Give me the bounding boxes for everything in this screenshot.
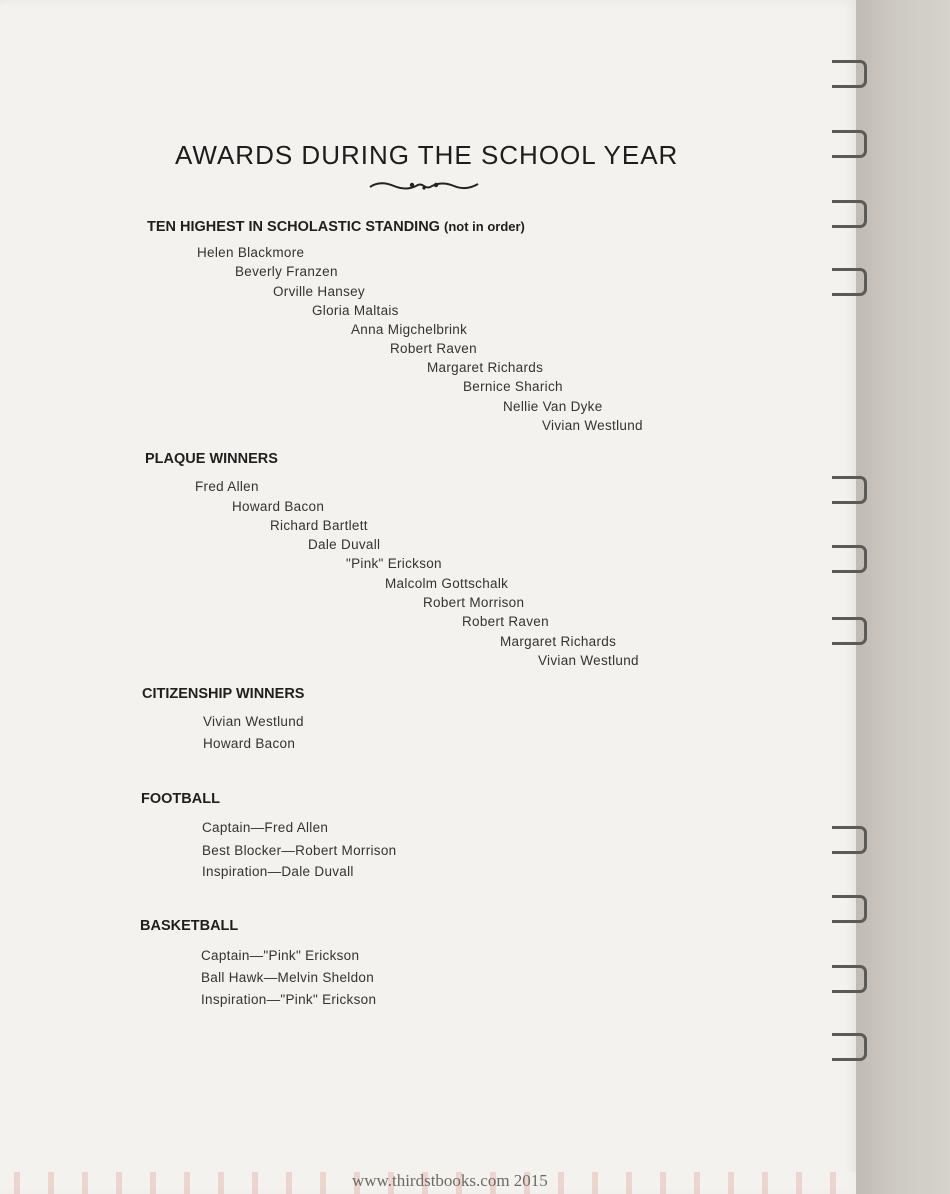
binder-ring-icon — [834, 545, 867, 573]
scholastic-heading — [147, 219, 525, 235]
scholastic-name-4: Gloria Maltais — [312, 303, 399, 318]
citizenship-name-2: Howard Bacon — [203, 736, 296, 751]
scholastic-name-8: Bernice Sharich — [463, 379, 563, 394]
flourish-ornament-icon — [368, 178, 480, 194]
binder-ring-icon — [834, 965, 867, 993]
scholastic-name-9: Nellie Van Dyke — [503, 399, 603, 414]
plaque-name-7: Robert Morrison — [423, 595, 525, 610]
binder-ring-icon — [834, 130, 867, 158]
plaque-name-2: Howard Bacon — [232, 499, 325, 514]
scholastic-note: (not in order) — [444, 219, 525, 234]
plaque-heading: PLAQUE WINNERS — [145, 451, 278, 467]
football-heading: FOOTBALL — [141, 791, 220, 807]
page-title: AWARDS DURING THE SCHOOL YEAR — [175, 140, 679, 170]
scholastic-heading-text: TEN HIGHEST IN SCHOLASTIC STANDING — [147, 219, 440, 235]
scholastic-name-7: Margaret Richards — [427, 360, 544, 375]
plaque-name-3: Richard Bartlett — [270, 518, 368, 533]
citizenship-heading: CITIZENSHIP WINNERS — [142, 686, 305, 702]
binder-ring-icon — [834, 60, 867, 88]
scholastic-name-2: Beverly Franzen — [235, 264, 338, 279]
football-award-3: Inspiration—Dale Duvall — [202, 864, 354, 879]
plaque-name-6: Malcolm Gottschalk — [385, 576, 509, 591]
scholastic-name-6: Robert Raven — [390, 341, 477, 356]
binder-ring-icon — [834, 895, 867, 923]
plaque-name-4: Dale Duvall — [308, 537, 381, 552]
binding-edge — [856, 0, 950, 1194]
plaque-name-5: "Pink" Erickson — [346, 556, 442, 571]
citizenship-name-1: Vivian Westlund — [203, 714, 304, 729]
binder-ring-icon — [834, 200, 867, 228]
plaque-name-10: Vivian Westlund — [538, 653, 639, 668]
binder-ring-icon — [834, 617, 867, 645]
plaque-name-1: Fred Allen — [195, 479, 259, 494]
binder-ring-icon — [834, 1033, 867, 1061]
basketball-award-3: Inspiration—"Pink" Erickson — [201, 992, 377, 1007]
football-award-2: Best Blocker—Robert Morrison — [202, 843, 397, 858]
plaque-name-9: Margaret Richards — [500, 634, 617, 649]
plaque-name-8: Robert Raven — [462, 614, 549, 629]
basketball-award-2: Ball Hawk—Melvin Sheldon — [201, 970, 375, 985]
binder-ring-icon — [834, 476, 867, 504]
basketball-heading: BASKETBALL — [140, 918, 239, 934]
scholastic-name-1: Helen Blackmore — [197, 245, 305, 260]
binder-ring-icon — [834, 826, 867, 854]
binder-ring-icon — [834, 268, 867, 296]
scholastic-name-3: Orville Hansey — [273, 284, 365, 299]
basketball-award-1: Captain—"Pink" Erickson — [201, 948, 360, 963]
scholastic-name-5: Anna Migchelbrink — [351, 322, 468, 337]
scholastic-name-10: Vivian Westlund — [542, 418, 643, 433]
watermark: www.thirdstbooks.com 2015 — [352, 1171, 548, 1190]
football-award-1: Captain—Fred Allen — [202, 820, 329, 835]
